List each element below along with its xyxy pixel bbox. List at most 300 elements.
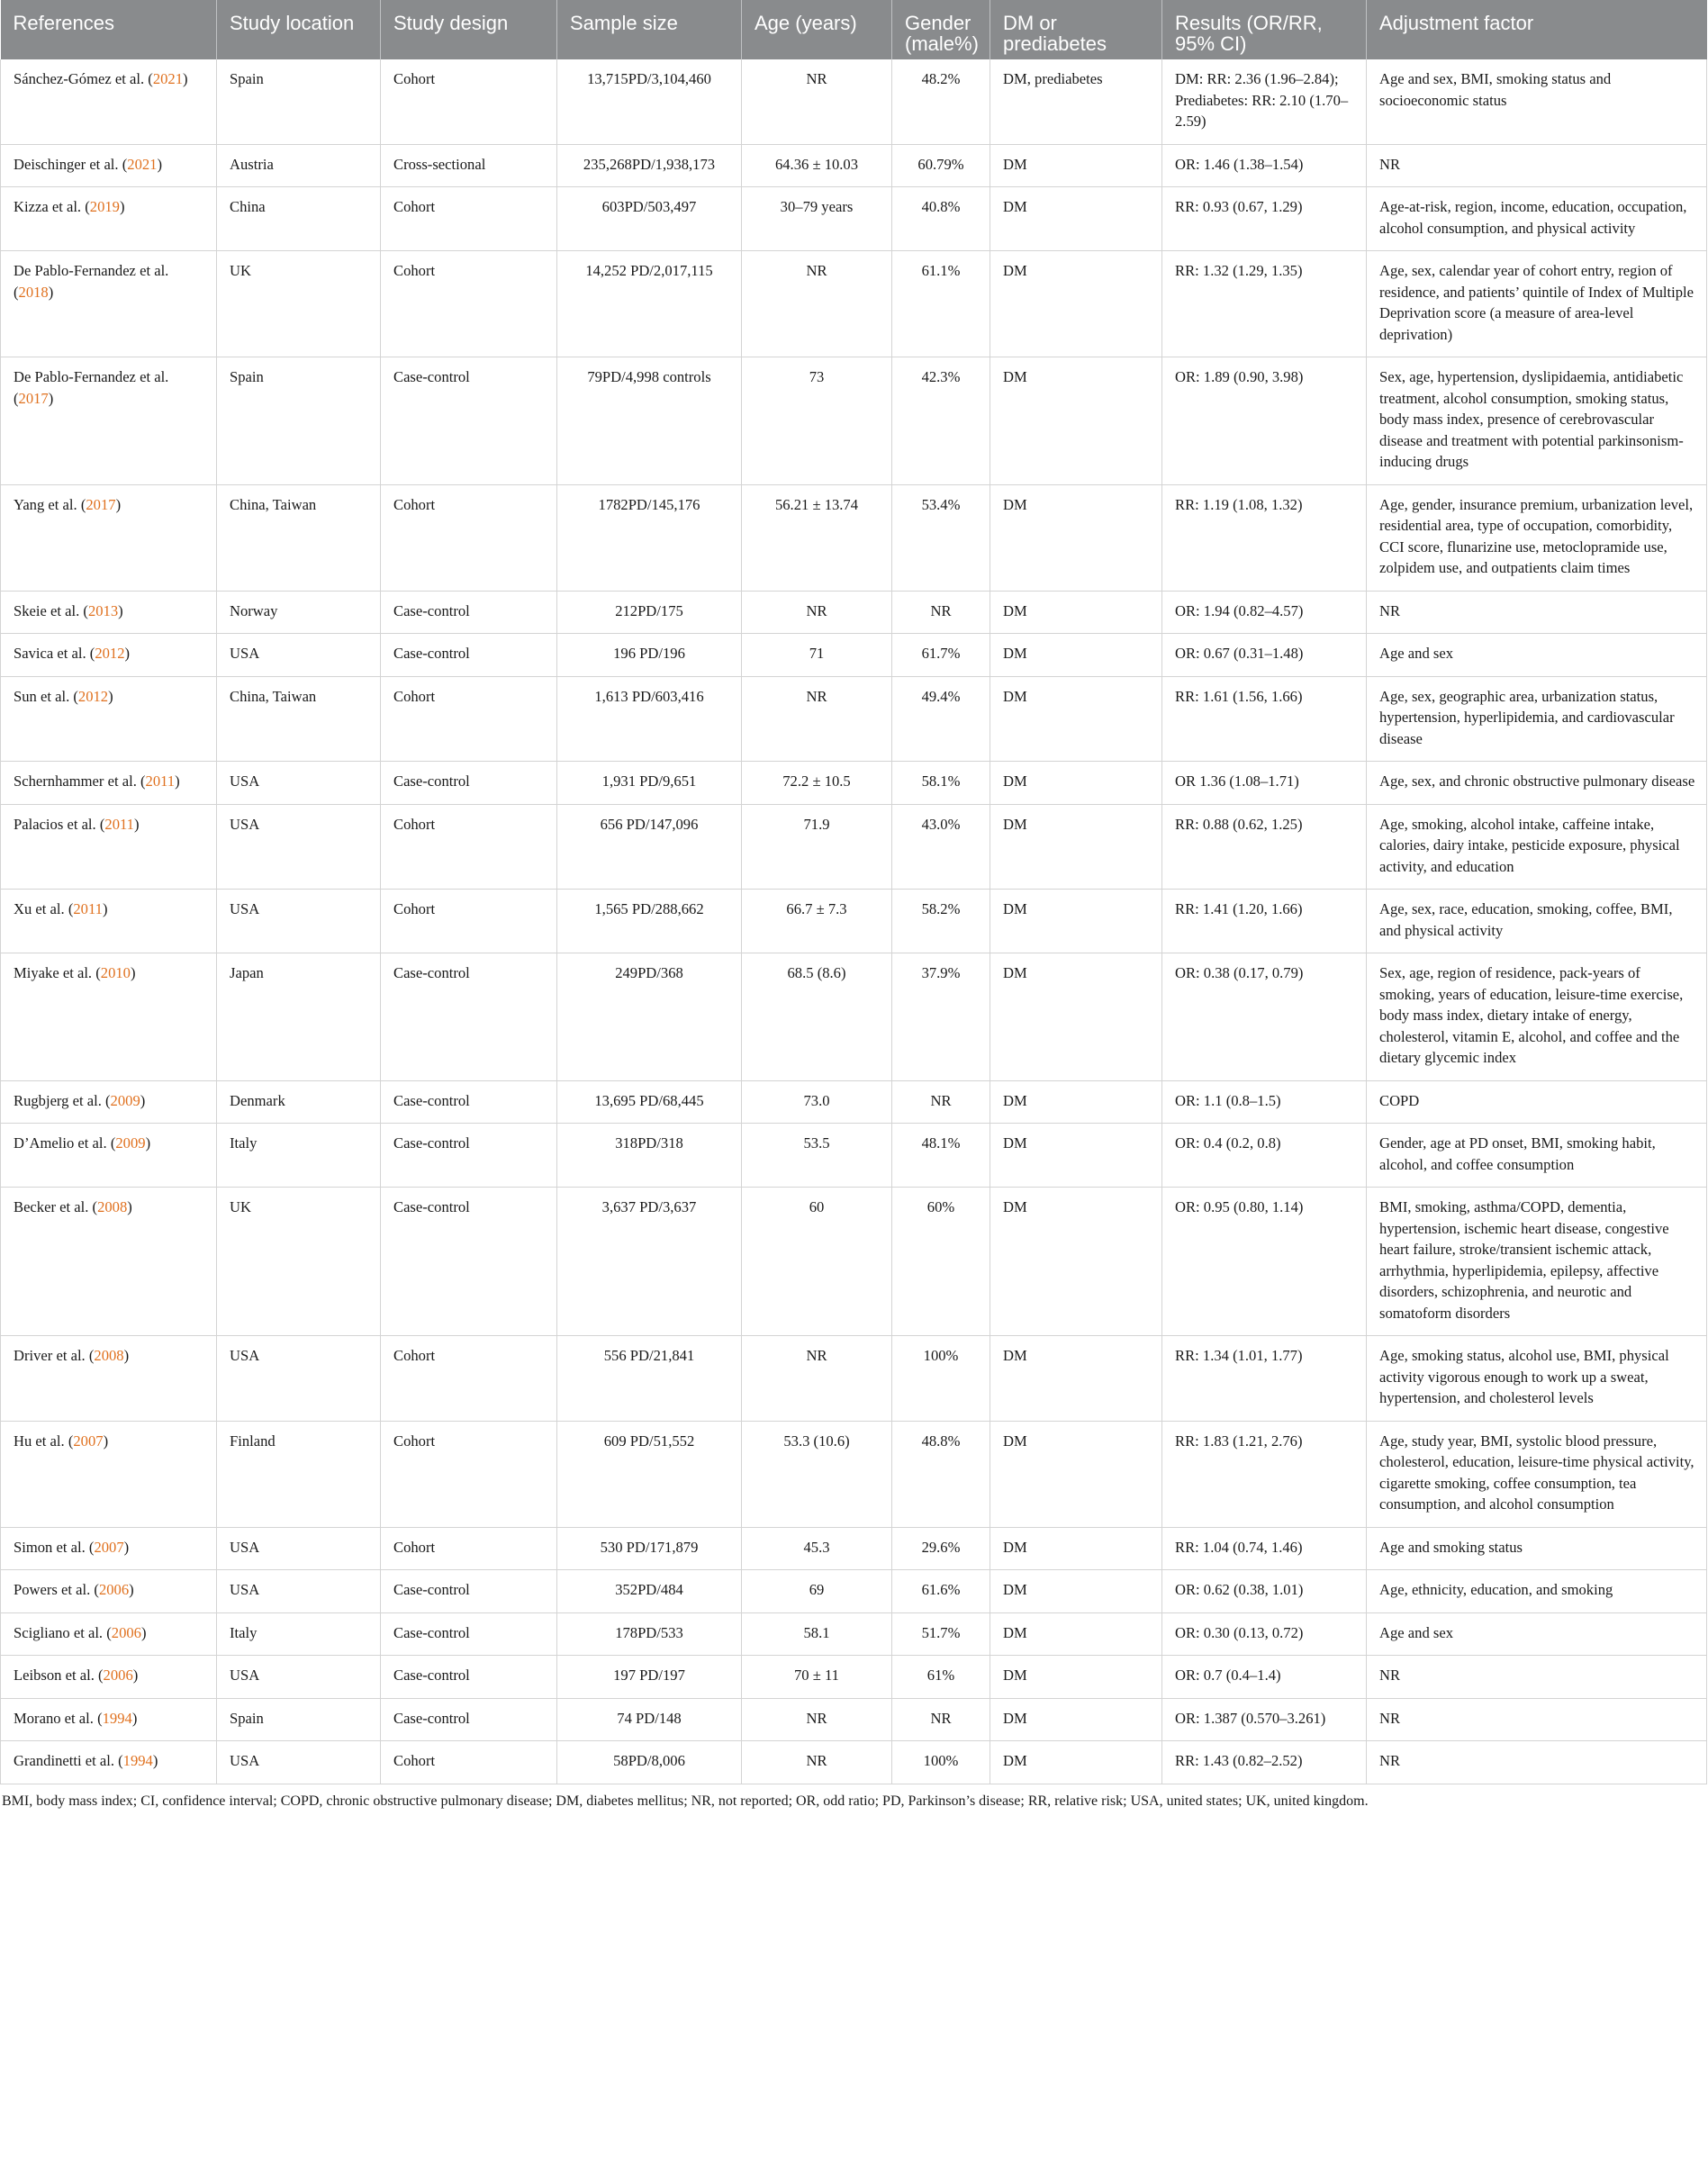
cell-age: 60 bbox=[742, 1188, 892, 1336]
reference-year-link[interactable]: 1994 bbox=[122, 1752, 153, 1769]
cell-age: NR bbox=[742, 1741, 892, 1784]
cell-dm-or-prediabetes: DM bbox=[990, 804, 1162, 890]
cell-sample-size: 197 PD/197 bbox=[557, 1656, 742, 1699]
cell-age: 72.2 ± 10.5 bbox=[742, 762, 892, 805]
cell-reference: Becker et al. (2008) bbox=[1, 1188, 217, 1336]
cell-results: OR: 0.30 (0.13, 0.72) bbox=[1162, 1612, 1367, 1656]
reference-year-link[interactable]: 2011 bbox=[145, 772, 176, 790]
reference-author: Sun et al. bbox=[14, 687, 70, 705]
cell-dm-or-prediabetes: DM bbox=[990, 591, 1162, 634]
cell-adjustment-factor: Age and sex bbox=[1367, 634, 1707, 677]
cell-study-design: Case-control bbox=[381, 1570, 557, 1613]
reference-author: Powers et al. bbox=[14, 1581, 91, 1598]
reference-author: Rugbjerg et al. bbox=[14, 1091, 102, 1109]
reference-year-link[interactable]: 2006 bbox=[98, 1581, 130, 1598]
cell-study-design: Case-control bbox=[381, 1656, 557, 1699]
header-age: Age (years) bbox=[742, 0, 892, 59]
cell-study-location: Spain bbox=[217, 59, 381, 144]
cell-sample-size: 352PD/484 bbox=[557, 1570, 742, 1613]
cell-gender: 40.8% bbox=[892, 187, 990, 251]
reference-year-link[interactable]: 2009 bbox=[115, 1134, 146, 1152]
cell-results: OR: 0.4 (0.2, 0.8) bbox=[1162, 1124, 1367, 1188]
cell-results: OR: 0.95 (0.80, 1.14) bbox=[1162, 1188, 1367, 1336]
cell-dm-or-prediabetes: DM bbox=[990, 1421, 1162, 1527]
cell-age: 73 bbox=[742, 357, 892, 485]
cell-results: RR: 0.88 (0.62, 1.25) bbox=[1162, 804, 1367, 890]
table-row bbox=[1, 1080, 1707, 1124]
cell-sample-size: 656 PD/147,096 bbox=[557, 804, 742, 890]
cell-gender: 100% bbox=[892, 1741, 990, 1784]
cell-adjustment-factor: Age-at-risk, region, income, education, occupation, alcohol consumption, and physical activity bbox=[1367, 187, 1707, 251]
cell-dm-or-prediabetes: DM bbox=[990, 187, 1162, 251]
table-row bbox=[1, 1336, 1707, 1422]
cell-reference: Sánchez-Gómez et al. (2021) bbox=[1, 59, 217, 144]
reference-author: De Pablo-Fernandez et al. bbox=[14, 262, 169, 279]
cell-study-location: Japan bbox=[217, 953, 381, 1081]
cell-sample-size: 1,613 PD/603,416 bbox=[557, 676, 742, 762]
cell-age: 53.3 (10.6) bbox=[742, 1421, 892, 1527]
table-body bbox=[1, 59, 1707, 1784]
cell-age: 53.5 bbox=[742, 1124, 892, 1188]
cell-study-design: Case-control bbox=[381, 1188, 557, 1336]
cell-gender: 100% bbox=[892, 1336, 990, 1422]
cell-dm-or-prediabetes: DM bbox=[990, 1612, 1162, 1656]
cell-study-location: China, Taiwan bbox=[217, 676, 381, 762]
cell-sample-size: 196 PD/196 bbox=[557, 634, 742, 677]
reference-author: Sánchez-Gómez et al. bbox=[14, 70, 145, 87]
cell-reference: Driver et al. (2008) bbox=[1, 1336, 217, 1422]
header-sample-size: Sample size bbox=[557, 0, 742, 59]
cell-study-design: Cohort bbox=[381, 1741, 557, 1784]
reference-year-link[interactable]: 2008 bbox=[94, 1347, 124, 1364]
cell-results: OR: 0.67 (0.31–1.48) bbox=[1162, 634, 1367, 677]
reference-author: Becker et al. bbox=[14, 1198, 89, 1215]
table-row bbox=[1, 59, 1707, 144]
cell-adjustment-factor: NR bbox=[1367, 1698, 1707, 1741]
cell-gender: NR bbox=[892, 1698, 990, 1741]
table-row bbox=[1, 144, 1707, 187]
cell-reference: Schernhammer et al. (2011) bbox=[1, 762, 217, 805]
cell-adjustment-factor: NR bbox=[1367, 1656, 1707, 1699]
cell-gender: 42.3% bbox=[892, 357, 990, 485]
cell-study-location: Italy bbox=[217, 1612, 381, 1656]
cell-results: OR: 1.46 (1.38–1.54) bbox=[1162, 144, 1367, 187]
cell-adjustment-factor: NR bbox=[1367, 144, 1707, 187]
cell-sample-size: 318PD/318 bbox=[557, 1124, 742, 1188]
cell-gender: 61.1% bbox=[892, 251, 990, 357]
cell-gender: 48.1% bbox=[892, 1124, 990, 1188]
cell-study-location: Finland bbox=[217, 1421, 381, 1527]
cell-dm-or-prediabetes: DM bbox=[990, 1741, 1162, 1784]
cell-results: OR: 0.7 (0.4–1.4) bbox=[1162, 1656, 1367, 1699]
cell-age: 58.1 bbox=[742, 1612, 892, 1656]
table-row bbox=[1, 591, 1707, 634]
table-row bbox=[1, 1124, 1707, 1188]
reference-author: Xu et al. bbox=[14, 900, 65, 917]
header-study-design: Study design bbox=[381, 0, 557, 59]
cell-dm-or-prediabetes: DM bbox=[990, 1656, 1162, 1699]
cell-results: OR: 1.1 (0.8–1.5) bbox=[1162, 1080, 1367, 1124]
reference-author: Leibson et al. bbox=[14, 1667, 95, 1684]
reference-author: Grandinetti et al. bbox=[14, 1752, 114, 1769]
cell-dm-or-prediabetes: DM bbox=[990, 144, 1162, 187]
cell-results: RR: 1.04 (0.74, 1.46) bbox=[1162, 1527, 1367, 1570]
table-row bbox=[1, 251, 1707, 357]
reference-author: Yang et al. bbox=[14, 495, 77, 513]
table-row bbox=[1, 1570, 1707, 1613]
cell-study-location: Denmark bbox=[217, 1080, 381, 1124]
cell-dm-or-prediabetes: DM bbox=[990, 762, 1162, 805]
cell-age: 30–79 years bbox=[742, 187, 892, 251]
cell-reference: Miyake et al. (2010) bbox=[1, 953, 217, 1081]
cell-adjustment-factor: COPD bbox=[1367, 1080, 1707, 1124]
cell-study-location: USA bbox=[217, 762, 381, 805]
cell-study-location: USA bbox=[217, 804, 381, 890]
cell-study-design: Cohort bbox=[381, 804, 557, 890]
table-row bbox=[1, 953, 1707, 1081]
cell-study-design: Cross-sectional bbox=[381, 144, 557, 187]
reference-author: D’Amelio et al. bbox=[14, 1134, 107, 1152]
cell-reference: De Pablo-Fernandez et al. (2017) bbox=[1, 357, 217, 485]
cell-study-design: Case-control bbox=[381, 634, 557, 677]
cell-dm-or-prediabetes: DM bbox=[990, 953, 1162, 1081]
cell-results: RR: 1.83 (1.21, 2.76) bbox=[1162, 1421, 1367, 1527]
reference-author: De Pablo-Fernandez et al. bbox=[14, 368, 169, 385]
cell-study-design: Cohort bbox=[381, 1421, 557, 1527]
cell-gender: 61% bbox=[892, 1656, 990, 1699]
cell-study-location: Spain bbox=[217, 357, 381, 485]
header-study-location: Study location bbox=[217, 0, 381, 59]
cell-results: RR: 0.93 (0.67, 1.29) bbox=[1162, 187, 1367, 251]
cell-age: 69 bbox=[742, 1570, 892, 1613]
reference-year-link[interactable]: 2008 bbox=[97, 1198, 128, 1215]
cell-dm-or-prediabetes: DM bbox=[990, 1080, 1162, 1124]
cell-sample-size: 3,637 PD/3,637 bbox=[557, 1188, 742, 1336]
cell-study-location: USA bbox=[217, 1527, 381, 1570]
cell-reference: Rugbjerg et al. (2009) bbox=[1, 1080, 217, 1124]
reference-year-link[interactable]: 2012 bbox=[95, 645, 125, 662]
cell-age: 73.0 bbox=[742, 1080, 892, 1124]
reference-year-link[interactable]: 2013 bbox=[87, 601, 119, 619]
table-row bbox=[1, 1698, 1707, 1741]
cell-sample-size: 13,715PD/3,104,460 bbox=[557, 59, 742, 144]
cell-study-design: Cohort bbox=[381, 484, 557, 591]
cell-results: OR: 1.387 (0.570–3.261) bbox=[1162, 1698, 1367, 1741]
table-footnote: BMI, body mass index; CI, confidence interval; COPD, chronic obstructive pulmonary disease; DM, diabetes mellitus; NR, not reported; OR, odd ratio; PD, Parkinson’s disease; RR, relative risk; USA, united states; UK, united kingdom. bbox=[2, 1793, 1369, 1809]
cell-age: 71.9 bbox=[742, 804, 892, 890]
cell-sample-size: 609 PD/51,552 bbox=[557, 1421, 742, 1527]
cell-reference: Morano et al. (1994) bbox=[1, 1698, 217, 1741]
table-row bbox=[1, 1612, 1707, 1656]
cell-study-location: USA bbox=[217, 1336, 381, 1422]
cell-results: DM: RR: 2.36 (1.96–2.84); Prediabetes: RR: 2.10 (1.70–2.59) bbox=[1162, 59, 1367, 144]
cell-gender: 29.6% bbox=[892, 1527, 990, 1570]
cell-age: NR bbox=[742, 1336, 892, 1422]
cell-gender: 61.6% bbox=[892, 1570, 990, 1613]
header-adjustment-factor: Adjustment factor bbox=[1367, 0, 1707, 59]
cell-study-location: USA bbox=[217, 1741, 381, 1784]
cell-sample-size: 235,268PD/1,938,173 bbox=[557, 144, 742, 187]
cell-study-design: Case-control bbox=[381, 953, 557, 1081]
cell-results: RR: 1.34 (1.01, 1.77) bbox=[1162, 1336, 1367, 1422]
cell-age: 56.21 ± 13.74 bbox=[742, 484, 892, 591]
cell-sample-size: 1,931 PD/9,651 bbox=[557, 762, 742, 805]
cell-adjustment-factor: Age, smoking status, alcohol use, BMI, physical activity vigorous enough to work up a sweat, hypertension, and cholesterol levels bbox=[1367, 1336, 1707, 1422]
cell-reference: Sun et al. (2012) bbox=[1, 676, 217, 762]
cell-adjustment-factor: Sex, age, hypertension, dyslipidaemia, antidiabetic treatment, alcohol consumption, smoking status, body mass index, presence of cerebrovascular disease and treatment with potential parkinsonism-inducing drugs bbox=[1367, 357, 1707, 485]
reference-year-link[interactable]: 2021 bbox=[127, 155, 158, 173]
cell-gender: NR bbox=[892, 591, 990, 634]
table-row bbox=[1, 484, 1707, 591]
cell-study-design: Case-control bbox=[381, 357, 557, 485]
cell-reference: Skeie et al. (2013) bbox=[1, 591, 217, 634]
cell-results: RR: 1.61 (1.56, 1.66) bbox=[1162, 676, 1367, 762]
reference-year-link[interactable]: 2019 bbox=[89, 198, 120, 215]
cell-reference: Grandinetti et al. (1994) bbox=[1, 1741, 217, 1784]
table-row bbox=[1, 762, 1707, 805]
table-row bbox=[1, 187, 1707, 251]
reference-year-link[interactable]: 2017 bbox=[86, 495, 116, 513]
cell-adjustment-factor: Sex, age, region of residence, pack-years of smoking, years of education, leisure-time exercise, body mass index, dietary intake of energy, cholesterol, vitamin E, alcohol, and coffee and the dietary glycemic index bbox=[1367, 953, 1707, 1081]
cell-sample-size: 178PD/533 bbox=[557, 1612, 742, 1656]
cell-dm-or-prediabetes: DM bbox=[990, 1188, 1162, 1336]
cell-reference: Yang et al. (2017) bbox=[1, 484, 217, 591]
cell-adjustment-factor: Age, study year, BMI, systolic blood pressure, cholesterol, education, leisure-time physical activity, cigarette smoking, coffee consumption, tea consumption, and alcohol consumption bbox=[1367, 1421, 1707, 1527]
header-results: Results (OR/RR, 95% CI) bbox=[1162, 0, 1367, 59]
cell-age: NR bbox=[742, 591, 892, 634]
cell-results: OR 1.36 (1.08–1.71) bbox=[1162, 762, 1367, 805]
cell-sample-size: 74 PD/148 bbox=[557, 1698, 742, 1741]
table-row bbox=[1, 1421, 1707, 1527]
cell-gender: 43.0% bbox=[892, 804, 990, 890]
table-row bbox=[1, 357, 1707, 485]
cell-study-location: USA bbox=[217, 634, 381, 677]
cell-gender: 60.79% bbox=[892, 144, 990, 187]
cell-dm-or-prediabetes: DM bbox=[990, 1570, 1162, 1613]
table-row bbox=[1, 634, 1707, 677]
cell-age: 70 ± 11 bbox=[742, 1656, 892, 1699]
cell-results: OR: 1.94 (0.82–4.57) bbox=[1162, 591, 1367, 634]
reference-author: Savica et al. bbox=[14, 645, 86, 662]
cell-adjustment-factor: Age, sex, calendar year of cohort entry, region of residence, and patients’ quintile of Index of Multiple Deprivation score (a measure of area-level deprivation) bbox=[1367, 251, 1707, 357]
reference-author: Driver et al. bbox=[14, 1347, 86, 1364]
cell-reference: Scigliano et al. (2006) bbox=[1, 1612, 217, 1656]
reference-author: Palacios et al. bbox=[14, 815, 96, 833]
cell-study-design: Cohort bbox=[381, 1527, 557, 1570]
reference-year-link[interactable]: 2007 bbox=[73, 1432, 104, 1450]
cell-age: 71 bbox=[742, 634, 892, 677]
cell-reference: Xu et al. (2011) bbox=[1, 890, 217, 953]
cell-dm-or-prediabetes: DM bbox=[990, 1124, 1162, 1188]
cell-age: NR bbox=[742, 251, 892, 357]
cell-reference: Simon et al. (2007) bbox=[1, 1527, 217, 1570]
cell-gender: 58.1% bbox=[892, 762, 990, 805]
table-row bbox=[1, 804, 1707, 890]
cell-study-design: Case-control bbox=[381, 1124, 557, 1188]
cell-gender: 51.7% bbox=[892, 1612, 990, 1656]
cell-study-design: Cohort bbox=[381, 187, 557, 251]
reference-year-link[interactable]: 2006 bbox=[103, 1667, 133, 1684]
reference-year-link[interactable]: 2017 bbox=[18, 389, 49, 407]
cell-adjustment-factor: Age, sex, geographic area, urbanization status, hypertension, hyperlipidemia, and cardiovascular disease bbox=[1367, 676, 1707, 762]
cell-age: NR bbox=[742, 59, 892, 144]
cell-study-design: Case-control bbox=[381, 1698, 557, 1741]
cell-dm-or-prediabetes: DM bbox=[990, 1527, 1162, 1570]
cell-sample-size: 13,695 PD/68,445 bbox=[557, 1080, 742, 1124]
cell-results: RR: 1.41 (1.20, 1.66) bbox=[1162, 890, 1367, 953]
cell-gender: 61.7% bbox=[892, 634, 990, 677]
cell-study-location: China, Taiwan bbox=[217, 484, 381, 591]
cell-adjustment-factor: Age and sex, BMI, smoking status and socioeconomic status bbox=[1367, 59, 1707, 144]
cell-study-design: Case-control bbox=[381, 1080, 557, 1124]
cell-dm-or-prediabetes: DM bbox=[990, 890, 1162, 953]
cell-study-location: Austria bbox=[217, 144, 381, 187]
reference-author: Kizza et al. bbox=[14, 198, 82, 215]
reference-year-link[interactable]: 2011 bbox=[104, 815, 134, 833]
reference-author: Skeie et al. bbox=[14, 601, 80, 619]
cell-adjustment-factor: Age and smoking status bbox=[1367, 1527, 1707, 1570]
cell-sample-size: 249PD/368 bbox=[557, 953, 742, 1081]
cell-age: 66.7 ± 7.3 bbox=[742, 890, 892, 953]
cell-study-location: UK bbox=[217, 1188, 381, 1336]
cell-study-location: China bbox=[217, 187, 381, 251]
cell-dm-or-prediabetes: DM bbox=[990, 676, 1162, 762]
cell-gender: NR bbox=[892, 1080, 990, 1124]
cell-results: RR: 1.19 (1.08, 1.32) bbox=[1162, 484, 1367, 591]
cell-age: 68.5 (8.6) bbox=[742, 953, 892, 1081]
cell-study-design: Cohort bbox=[381, 890, 557, 953]
cell-reference: Palacios et al. (2011) bbox=[1, 804, 217, 890]
cell-study-design: Case-control bbox=[381, 762, 557, 805]
cell-study-design: Cohort bbox=[381, 251, 557, 357]
cell-study-design: Cohort bbox=[381, 1336, 557, 1422]
cell-gender: 48.8% bbox=[892, 1421, 990, 1527]
header-row bbox=[1, 0, 1707, 59]
cell-study-location: USA bbox=[217, 1570, 381, 1613]
cell-dm-or-prediabetes: DM bbox=[990, 1336, 1162, 1422]
table-row bbox=[1, 1656, 1707, 1699]
table-row bbox=[1, 1527, 1707, 1570]
cell-age: 45.3 bbox=[742, 1527, 892, 1570]
cell-gender: 53.4% bbox=[892, 484, 990, 591]
header-references: References bbox=[1, 0, 217, 59]
cell-gender: 49.4% bbox=[892, 676, 990, 762]
cell-reference: Hu et al. (2007) bbox=[1, 1421, 217, 1527]
cell-reference: Powers et al. (2006) bbox=[1, 1570, 217, 1613]
reference-year-link[interactable]: 1994 bbox=[102, 1709, 132, 1727]
table-row bbox=[1, 1741, 1707, 1784]
cell-reference: De Pablo-Fernandez et al. (2018) bbox=[1, 251, 217, 357]
cell-adjustment-factor: Age, smoking, alcohol intake, caffeine intake, calories, dairy intake, pesticide exposure, physical activity, and education bbox=[1367, 804, 1707, 890]
reference-author: Deischinger et al. bbox=[14, 155, 119, 173]
reference-year-link[interactable]: 2011 bbox=[73, 900, 103, 917]
cell-age: NR bbox=[742, 676, 892, 762]
cell-gender: 58.2% bbox=[892, 890, 990, 953]
cell-study-location: USA bbox=[217, 1656, 381, 1699]
reference-year-link[interactable]: 2007 bbox=[94, 1538, 124, 1556]
cell-sample-size: 603PD/503,497 bbox=[557, 187, 742, 251]
cell-sample-size: 1,565 PD/288,662 bbox=[557, 890, 742, 953]
cell-sample-size: 212PD/175 bbox=[557, 591, 742, 634]
cell-sample-size: 530 PD/171,879 bbox=[557, 1527, 742, 1570]
cell-adjustment-factor: Gender, age at PD onset, BMI, smoking habit, alcohol, and coffee consumption bbox=[1367, 1124, 1707, 1188]
cell-sample-size: 1782PD/145,176 bbox=[557, 484, 742, 591]
cell-age: NR bbox=[742, 1698, 892, 1741]
cell-reference: Leibson et al. (2006) bbox=[1, 1656, 217, 1699]
table-row bbox=[1, 1188, 1707, 1336]
reference-year-link[interactable]: 2009 bbox=[110, 1091, 140, 1109]
cell-sample-size: 58PD/8,006 bbox=[557, 1741, 742, 1784]
table-row bbox=[1, 890, 1707, 953]
reference-author: Morano et al. bbox=[14, 1709, 94, 1727]
cell-study-location: USA bbox=[217, 890, 381, 953]
cell-study-design: Cohort bbox=[381, 676, 557, 762]
cell-adjustment-factor: NR bbox=[1367, 1741, 1707, 1784]
cell-gender: 48.2% bbox=[892, 59, 990, 144]
cell-study-location: UK bbox=[217, 251, 381, 357]
reference-year-link[interactable]: 2018 bbox=[18, 283, 49, 301]
cell-results: OR: 0.38 (0.17, 0.79) bbox=[1162, 953, 1367, 1081]
cell-results: RR: 1.43 (0.82–2.52) bbox=[1162, 1741, 1367, 1784]
reference-author: Simon et al. bbox=[14, 1538, 86, 1556]
cell-reference: D’Amelio et al. (2009) bbox=[1, 1124, 217, 1188]
reference-author: Scigliano et al. bbox=[14, 1623, 104, 1641]
cell-adjustment-factor: BMI, smoking, asthma/COPD, dementia, hypertension, ischemic heart disease, congestive heart failure, stroke/transient ischemic attack, arrhythmia, hyperlipidemia, epilepsy, affective disorders, schizophrenia, and neurotic and somatoform disorders bbox=[1367, 1188, 1707, 1336]
cell-dm-or-prediabetes: DM bbox=[990, 634, 1162, 677]
cell-dm-or-prediabetes: DM, prediabetes bbox=[990, 59, 1162, 144]
cell-study-location: Italy bbox=[217, 1124, 381, 1188]
cell-study-location: Norway bbox=[217, 591, 381, 634]
cell-reference: Deischinger et al. (2021) bbox=[1, 144, 217, 187]
cell-adjustment-factor: Age and sex bbox=[1367, 1612, 1707, 1656]
cell-results: OR: 1.89 (0.90, 3.98) bbox=[1162, 357, 1367, 485]
cell-gender: 60% bbox=[892, 1188, 990, 1336]
cell-dm-or-prediabetes: DM bbox=[990, 1698, 1162, 1741]
cell-study-location: Spain bbox=[217, 1698, 381, 1741]
cell-results: RR: 1.32 (1.29, 1.35) bbox=[1162, 251, 1367, 357]
cell-age: 64.36 ± 10.03 bbox=[742, 144, 892, 187]
cell-adjustment-factor: Age, gender, insurance premium, urbanization level, residential area, type of occupation, comorbidity, CCI score, flunarizine use, metoclopramide use, zolpidem use, and outpatients claim times bbox=[1367, 484, 1707, 591]
cell-adjustment-factor: NR bbox=[1367, 591, 1707, 634]
reference-author: Schernhammer et al. bbox=[14, 772, 137, 790]
cell-gender: 37.9% bbox=[892, 953, 990, 1081]
reference-author: Miyake et al. bbox=[14, 964, 93, 981]
cell-sample-size: 79PD/4,998 controls bbox=[557, 357, 742, 485]
header-dm-or-prediabetes: DM or prediabetes bbox=[990, 0, 1162, 59]
reference-author: Hu et al. bbox=[14, 1432, 65, 1450]
cell-sample-size: 14,252 PD/2,017,115 bbox=[557, 251, 742, 357]
cell-adjustment-factor: Age, sex, and chronic obstructive pulmonary disease bbox=[1367, 762, 1707, 805]
cell-reference: Savica et al. (2012) bbox=[1, 634, 217, 677]
cell-study-design: Cohort bbox=[381, 59, 557, 144]
cell-dm-or-prediabetes: DM bbox=[990, 251, 1162, 357]
reference-year-link[interactable]: 2010 bbox=[100, 964, 131, 981]
header-gender: Gender (male%) bbox=[892, 0, 990, 59]
cell-study-design: Case-control bbox=[381, 1612, 557, 1656]
cell-sample-size: 556 PD/21,841 bbox=[557, 1336, 742, 1422]
cell-dm-or-prediabetes: DM bbox=[990, 484, 1162, 591]
table-row bbox=[1, 676, 1707, 762]
reference-year-link[interactable]: 2006 bbox=[111, 1623, 141, 1641]
cell-results: OR: 0.62 (0.38, 1.01) bbox=[1162, 1570, 1367, 1613]
cell-adjustment-factor: Age, ethnicity, education, and smoking bbox=[1367, 1570, 1707, 1613]
cell-dm-or-prediabetes: DM bbox=[990, 357, 1162, 485]
cell-adjustment-factor: Age, sex, race, education, smoking, coffee, BMI, and physical activity bbox=[1367, 890, 1707, 953]
cell-reference: Kizza et al. (2019) bbox=[1, 187, 217, 251]
reference-year-link[interactable]: 2021 bbox=[152, 70, 183, 87]
reference-year-link[interactable]: 2012 bbox=[77, 687, 109, 705]
cell-study-design: Case-control bbox=[381, 591, 557, 634]
